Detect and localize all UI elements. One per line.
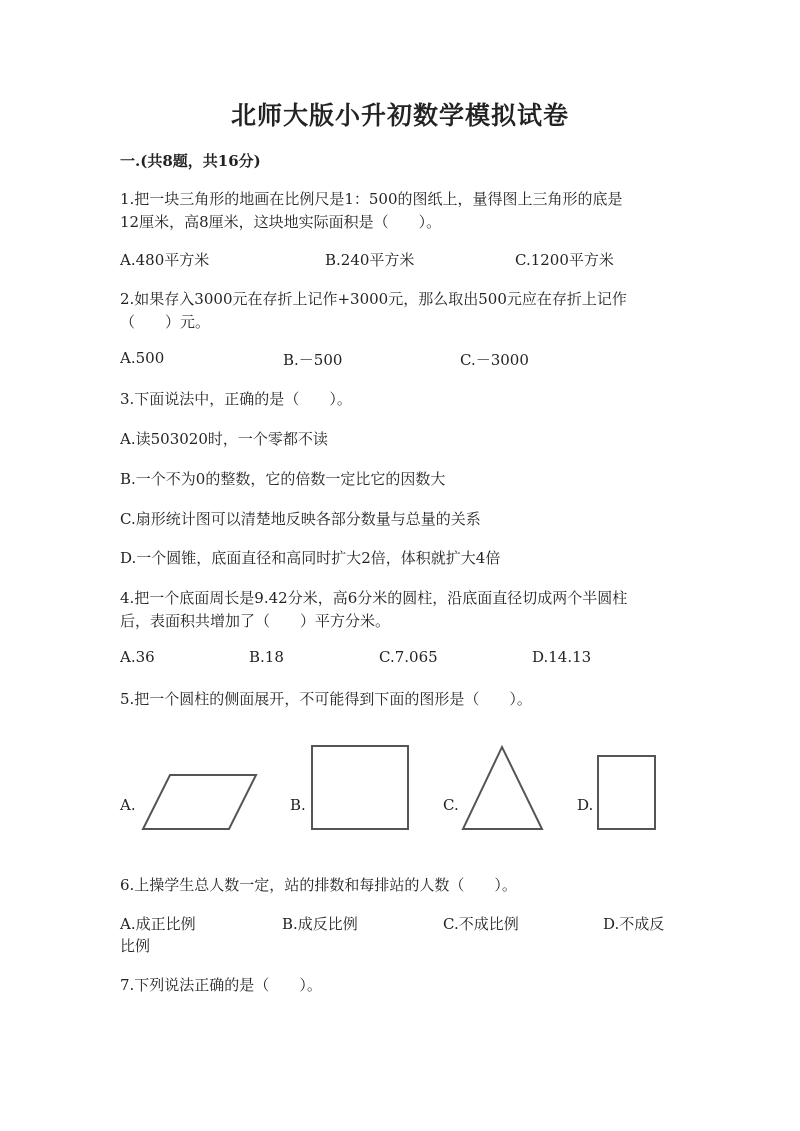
question-1-option-b: B.240平方米 bbox=[325, 251, 415, 269]
question-6-option-d-wrap: 比例 bbox=[120, 937, 151, 955]
page-title: 北师大版小升初数学模拟试卷 bbox=[230, 101, 569, 130]
question-1-option-c: C.1200平方米 bbox=[515, 251, 614, 269]
question-4-line-1: 4.把一个底面周长是9.42分米，高6分米的圆柱，沿底面直径切成两个半圆柱 bbox=[120, 589, 628, 607]
section-header: 一.(共8题，共16分) bbox=[120, 152, 261, 170]
question-4-option-d: D.14.13 bbox=[532, 648, 592, 666]
question-3-option-d: D.一个圆锥，底面直径和高同时扩大2倍，体积就扩大4倍 bbox=[120, 549, 501, 567]
question-1-line-1: 1.把一块三角形的地画在比例尺是1：500的图纸上，量得图上三角形的底是 bbox=[120, 190, 623, 208]
rectangle-figure bbox=[598, 756, 655, 829]
question-5-line-1: 5.把一个圆柱的侧面展开，不可能得到下面的图形是（ ）。 bbox=[120, 690, 532, 708]
question-2-line-2: （ ）元。 bbox=[120, 313, 211, 331]
question-5-option-c: C. bbox=[443, 796, 459, 814]
question-6-option-b: B.成反比例 bbox=[282, 915, 358, 933]
question-6-option-d: D.不成反 bbox=[603, 915, 665, 933]
parallelogram-figure bbox=[143, 775, 256, 829]
question-3-option-b: B.一个不为0的整数，它的倍数一定比它的因数大 bbox=[120, 470, 446, 488]
question-6-option-c: C.不成比例 bbox=[443, 915, 519, 933]
question-4-option-b: B.18 bbox=[249, 648, 284, 666]
question-6-option-a: A.成正比例 bbox=[120, 915, 196, 933]
question-5-option-d: D. bbox=[577, 796, 594, 814]
question-5-option-b: B. bbox=[290, 796, 306, 814]
question-4-option-c: C.7.065 bbox=[379, 648, 438, 666]
question-1-option-a: A.480平方米 bbox=[120, 251, 210, 269]
question-4-option-a: A.36 bbox=[120, 648, 155, 666]
question-7-line-1: 7.下列说法正确的是（ ）。 bbox=[120, 976, 322, 994]
question-2-option-b: B.－500 bbox=[283, 351, 343, 369]
square-figure bbox=[312, 746, 408, 829]
question-3-option-a: A.读503020时，一个零都不读 bbox=[120, 430, 328, 448]
question-6-line-1: 6.上操学生总人数一定，站的排数和每排站的人数（ ）。 bbox=[120, 876, 517, 894]
question-2-option-a: A.500 bbox=[120, 349, 165, 367]
question-3-line-1: 3.下面说法中，正确的是（ ）。 bbox=[120, 390, 352, 408]
question-1-line-2: 12厘米，高8厘米，这块地实际面积是（ ）。 bbox=[120, 213, 442, 231]
question-2-line-1: 2.如果存入3000元在存折上记作+3000元，那么取出500元应在存折上记作 bbox=[120, 290, 627, 308]
question-4-line-2: 后，表面积共增加了（ ）平方分米。 bbox=[120, 612, 391, 630]
question-5-option-a: A. bbox=[120, 796, 136, 814]
question-3-option-c: C.扇形统计图可以清楚地反映各部分数量与总量的关系 bbox=[120, 510, 481, 528]
triangle-figure bbox=[463, 747, 542, 829]
question-2-option-c: C.－3000 bbox=[460, 351, 529, 369]
